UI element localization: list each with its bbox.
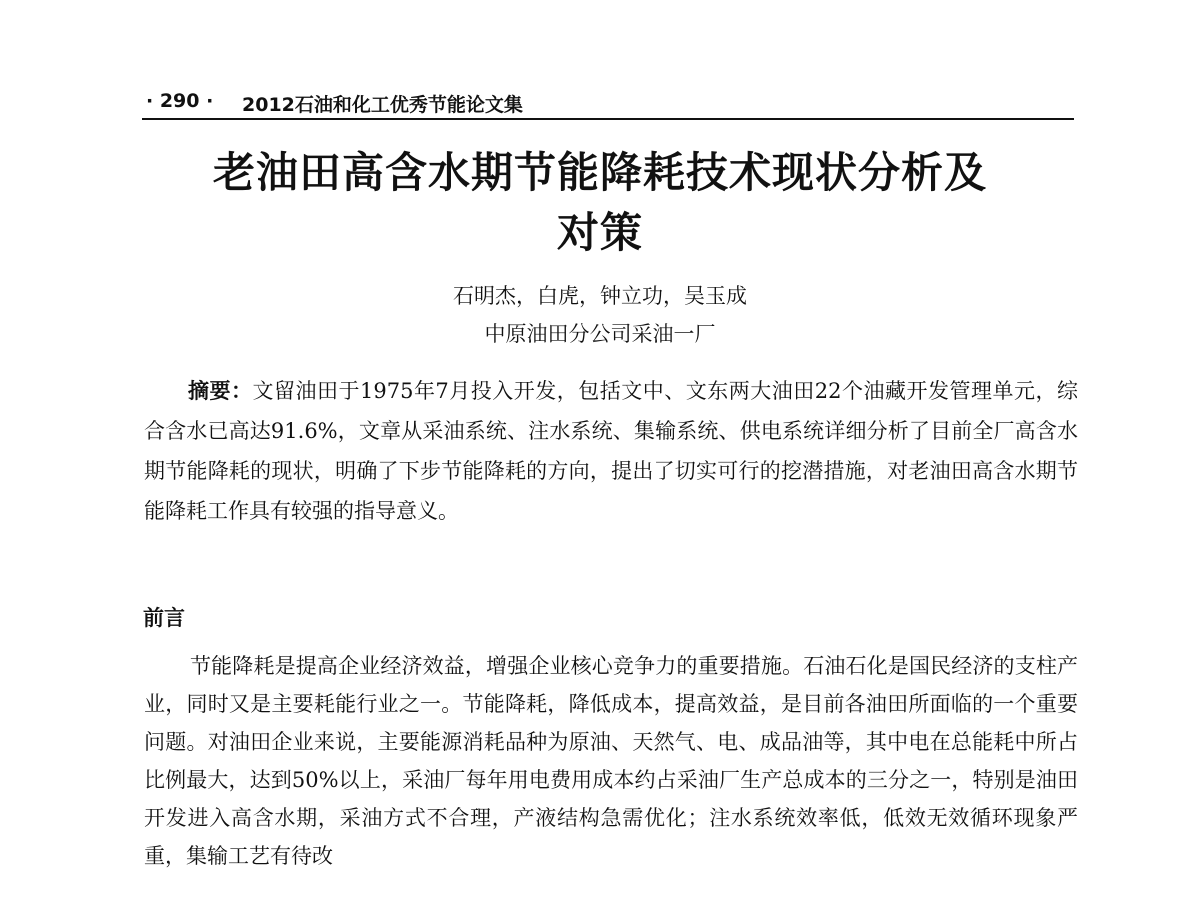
abstract-label: 摘要：: [188, 379, 253, 403]
section-heading-foreword: 前言: [143, 606, 185, 630]
intro-paragraph: 节能降耗是提高企业经济效益，增强企业核心竞争力的重要措施。石油石化是国民经济的支柱产业，同时又是主要耗能行业之一。节能降耗，降低成本，提高效益，是目前各油田所面临的一个重要问题。对油田企业来说，主要能源消耗品种为原油、天然气、电、成品油等，其中电在总能耗中所占比例最大，达到50%以上，采油厂每年用电费用成本约占采油厂生产总成本的三分之一，特别是油田开发进入高含水期，采油方式不合理，产液结构急需优化；注水系统效率低，低效无效循环现象严重，集输工艺有待改: [144, 654, 1078, 868]
page-number: · 290 ·: [146, 90, 214, 112]
abstract-text: 文留油田于1975年7月投入开发，包括文中、文东两大油田22个油藏开发管理单元，综合含水已高达91.6%，文章从采油系统、注水系统、集输系统、供电系统详细分析了目前全厂高含水期节能降耗的现状，明确了下步节能降耗的方向，提出了切实可行的挖潜措施，对老油田高含水期节能降耗工作具有较强的指导意义。: [144, 379, 1078, 523]
running-header: [142, 86, 1074, 120]
title-line-1: 老油田高含水期节能降耗技术现状分析及: [212, 148, 987, 197]
title-line-2: 对策: [556, 208, 643, 257]
author-list: 石明杰，白虎，钟立功，吴玉成: [453, 284, 747, 308]
affiliation: 中原油田分公司采油一厂: [484, 322, 716, 346]
abstract-paragraph: [144, 371, 1078, 531]
collection-title: 2012石油和化工优秀节能论文集: [242, 94, 523, 116]
article-title: [100, 143, 1100, 263]
